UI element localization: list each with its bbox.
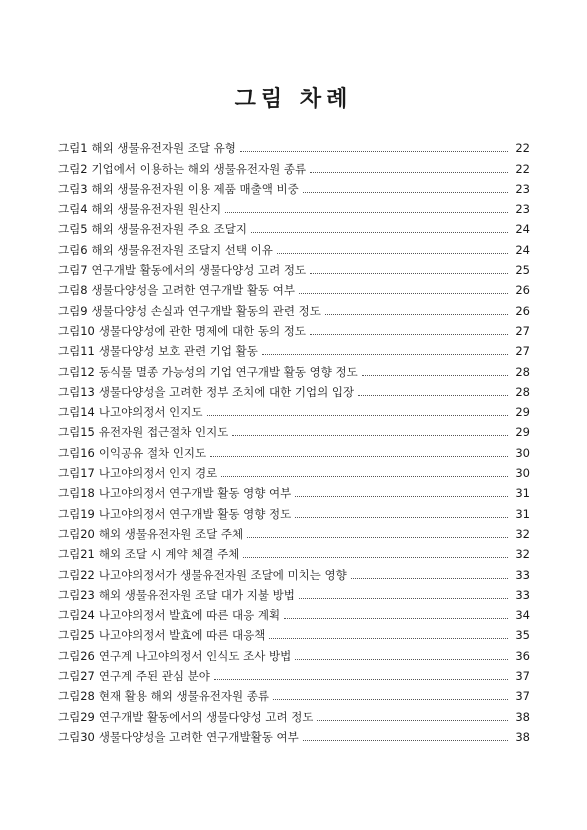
figure-toc-list [58, 135, 530, 744]
dot-leader [358, 395, 508, 396]
toc-entry-label: 그림24 [58, 608, 95, 623]
toc-entry[interactable] [58, 439, 530, 459]
dot-leader [232, 435, 508, 436]
toc-entry-page: 30 [515, 445, 530, 460]
dot-leader [310, 273, 508, 274]
toc-entry-page: 34 [515, 608, 530, 623]
toc-entry-label: 그림16 [58, 445, 95, 460]
toc-entry[interactable] [58, 196, 530, 216]
dot-leader [299, 598, 508, 599]
toc-entry-page: 27 [515, 344, 530, 359]
toc-entry-label: 그림5 [58, 222, 88, 237]
toc-entry-page: 27 [515, 323, 530, 338]
toc-entry-label: 그림2 [58, 161, 88, 176]
toc-entry-title: 해외 생물유전자원 조달 대가 지불 방법 [98, 587, 295, 602]
toc-entry-title: 생물다양성 손실과 연구개발 활동의 관련 정도 [91, 303, 321, 318]
dot-leader [310, 334, 508, 335]
page-title: 그림 차례 [234, 87, 353, 112]
toc-entry-title: 해외 조달 시 계약 체결 주체 [98, 547, 240, 562]
dot-leader [262, 354, 508, 355]
dot-leader [269, 638, 508, 639]
toc-entry[interactable] [58, 379, 530, 399]
toc-entry-page: 37 [515, 689, 530, 704]
toc-entry[interactable] [58, 561, 530, 581]
dot-leader [295, 659, 508, 660]
toc-entry-label: 그림22 [58, 567, 95, 582]
toc-entry-label: 그림11 [58, 344, 95, 359]
toc-entry[interactable] [58, 642, 530, 662]
toc-entry[interactable] [58, 399, 530, 419]
toc-entry-page: 33 [515, 587, 530, 602]
toc-entry[interactable] [58, 500, 530, 520]
toc-entry-page: 24 [515, 222, 530, 237]
dot-leader [210, 456, 508, 457]
toc-entry-title: 현재 활용 해외 생물유전자원 종류 [98, 689, 270, 704]
toc-entry-label: 그림29 [58, 709, 95, 724]
toc-entry-page: 36 [515, 648, 530, 663]
toc-entry-title: 해외 생물유전자원 주요 조달지 [91, 222, 247, 237]
toc-entry-page: 30 [515, 466, 530, 481]
toc-entry[interactable] [58, 135, 530, 155]
toc-entry-page: 29 [515, 405, 530, 420]
toc-entry-page: 28 [515, 364, 530, 379]
toc-entry-title: 생물다양성을 고려한 정부 조치에 대한 기업의 입장 [98, 384, 355, 399]
toc-entry-page: 31 [515, 506, 530, 521]
dot-leader [225, 212, 508, 213]
toc-entry-page: 38 [515, 729, 530, 744]
toc-entry[interactable] [58, 318, 530, 338]
toc-entry-title: 연구개발 활동에서의 생물다양성 고려 정도 [91, 263, 307, 278]
toc-entry[interactable] [58, 622, 530, 642]
toc-entry-label: 그림25 [58, 628, 95, 643]
toc-entry-page: 26 [515, 283, 530, 298]
toc-entry[interactable] [58, 683, 530, 703]
dot-leader [317, 720, 508, 721]
toc-entry-title: 해외 생물유전자원 조달 주체 [98, 526, 244, 541]
toc-entry-page: 32 [515, 526, 530, 541]
toc-entry-label: 그림8 [58, 283, 88, 298]
toc-entry[interactable] [58, 176, 530, 196]
toc-entry-label: 그림6 [58, 242, 88, 257]
toc-entry-title: 생물다양성에 관한 명제에 대한 동의 정도 [98, 323, 306, 338]
toc-entry-title: 생물다양성을 고려한 연구개발활동 여부 [98, 729, 299, 744]
dot-leader [284, 618, 508, 619]
toc-entry-page: 35 [515, 628, 530, 643]
toc-entry-title: 나고야의정서 연구개발 활동 영향 정도 [98, 506, 292, 521]
toc-entry-title: 이익공유 절차 인지도 [98, 445, 207, 460]
toc-entry-page: 31 [515, 486, 530, 501]
toc-entry-label: 그림12 [58, 364, 95, 379]
toc-entry-title: 해외 생물유전자원 조달 유형 [91, 141, 236, 156]
dot-leader [303, 740, 508, 741]
dot-leader [273, 699, 508, 700]
toc-entry[interactable] [58, 663, 530, 683]
toc-entry-page: 26 [515, 303, 530, 318]
toc-entry[interactable] [58, 480, 530, 500]
dot-leader [207, 415, 509, 416]
toc-entry-label: 그림9 [58, 303, 88, 318]
toc-entry-title: 연구계 주된 관심 분야 [98, 669, 210, 684]
toc-entry[interactable] [58, 338, 530, 358]
toc-entry-title: 나고야의정서 인지도 [98, 405, 203, 420]
toc-entry-label: 그림14 [58, 405, 95, 420]
toc-entry[interactable] [58, 277, 530, 297]
toc-entry[interactable] [58, 297, 530, 317]
toc-entry-label: 그림27 [58, 669, 95, 684]
toc-entry-label: 그림1 [58, 141, 88, 156]
dot-leader [240, 151, 508, 152]
toc-entry[interactable] [58, 602, 530, 622]
toc-entry[interactable] [58, 703, 530, 723]
dot-leader [251, 232, 508, 233]
dot-leader [214, 679, 508, 680]
toc-entry[interactable] [58, 155, 530, 175]
toc-entry-title: 해외 생물유전자원 이용 제품 매출액 비중 [91, 181, 299, 196]
dot-leader [221, 476, 508, 477]
toc-entry-page: 24 [515, 242, 530, 257]
toc-entry[interactable] [58, 521, 530, 541]
toc-entry-label: 그림23 [58, 587, 95, 602]
dot-leader [295, 496, 508, 497]
toc-entry-label: 그림19 [58, 506, 95, 521]
toc-entry-label: 그림17 [58, 466, 95, 481]
toc-entry-title: 나고야의정서 인지 경로 [98, 466, 218, 481]
toc-entry-title: 생물다양성을 고려한 연구개발 활동 여부 [91, 283, 296, 298]
toc-entry-label: 그림21 [58, 547, 95, 562]
toc-entry-title: 해외 생물유전자원 조달지 선택 이유 [91, 242, 273, 257]
toc-entry-title: 나고야의정서 연구개발 활동 영향 여부 [98, 486, 292, 501]
toc-entry-page: 33 [515, 567, 530, 582]
toc-entry-title: 해외 생물유전자원 원산지 [91, 202, 222, 217]
toc-entry-label: 그림10 [58, 323, 95, 338]
toc-entry-title: 나고야의정서 발효에 따른 대응 계획 [98, 608, 281, 623]
dot-leader [362, 375, 508, 376]
toc-entry-page: 22 [515, 141, 530, 156]
toc-entry[interactable] [58, 724, 530, 744]
toc-entry[interactable] [58, 358, 530, 378]
toc-entry-label: 그림13 [58, 384, 95, 399]
dot-leader [277, 253, 508, 254]
toc-entry-page: 28 [515, 384, 530, 399]
toc-entry[interactable] [58, 541, 530, 561]
toc-entry-title: 나고야의정서가 생물유전자원 조달에 미치는 영향 [98, 567, 347, 582]
toc-entry-title: 동식물 멸종 가능성의 기업 연구개발 활동 영향 정도 [98, 364, 358, 379]
dot-leader [299, 293, 508, 294]
toc-entry-title: 기업에서 이용하는 해외 생물유전자원 종류 [91, 161, 307, 176]
toc-entry-page: 22 [515, 161, 530, 176]
toc-entry[interactable] [58, 216, 530, 236]
toc-entry-label: 그림26 [58, 648, 95, 663]
toc-entry-label: 그림7 [58, 263, 88, 278]
toc-entry-page: 32 [515, 547, 530, 562]
toc-entry[interactable] [58, 236, 530, 256]
toc-entry[interactable] [58, 460, 530, 480]
toc-entry-label: 그림4 [58, 202, 88, 217]
dot-leader [310, 172, 508, 173]
toc-entry-label: 그림30 [58, 729, 95, 744]
dot-leader [247, 537, 508, 538]
toc-entry-page: 37 [515, 669, 530, 684]
toc-entry-title: 연구개발 활동에서의 생물다양성 고려 정도 [98, 709, 314, 724]
toc-entry-label: 그림15 [58, 425, 95, 440]
toc-entry-label: 그림3 [58, 181, 88, 196]
toc-entry-page: 29 [515, 425, 530, 440]
toc-entry[interactable] [58, 582, 530, 602]
dot-leader [303, 192, 508, 193]
toc-entry-page: 23 [515, 202, 530, 217]
toc-entry-title: 나고야의정서 발효에 따른 대응책 [98, 628, 266, 643]
toc-entry-page: 25 [515, 263, 530, 278]
dot-leader [351, 578, 508, 579]
toc-entry[interactable] [58, 257, 530, 277]
toc-entry-label: 그림28 [58, 689, 95, 704]
dot-leader [325, 314, 508, 315]
toc-entry-title: 생물다양성 보호 관련 기업 활동 [98, 344, 258, 359]
dot-leader [295, 517, 508, 518]
dot-leader [243, 557, 508, 558]
toc-entry-label: 그림18 [58, 486, 95, 501]
toc-entry-label: 그림20 [58, 526, 95, 541]
toc-entry-title: 연구계 나고야의정서 인식도 조사 방법 [98, 648, 292, 663]
toc-entry[interactable] [58, 419, 530, 439]
toc-entry-page: 38 [515, 709, 530, 724]
toc-entry-page: 23 [515, 181, 530, 196]
toc-entry-title: 유전자원 접근절차 인지도 [98, 425, 229, 440]
